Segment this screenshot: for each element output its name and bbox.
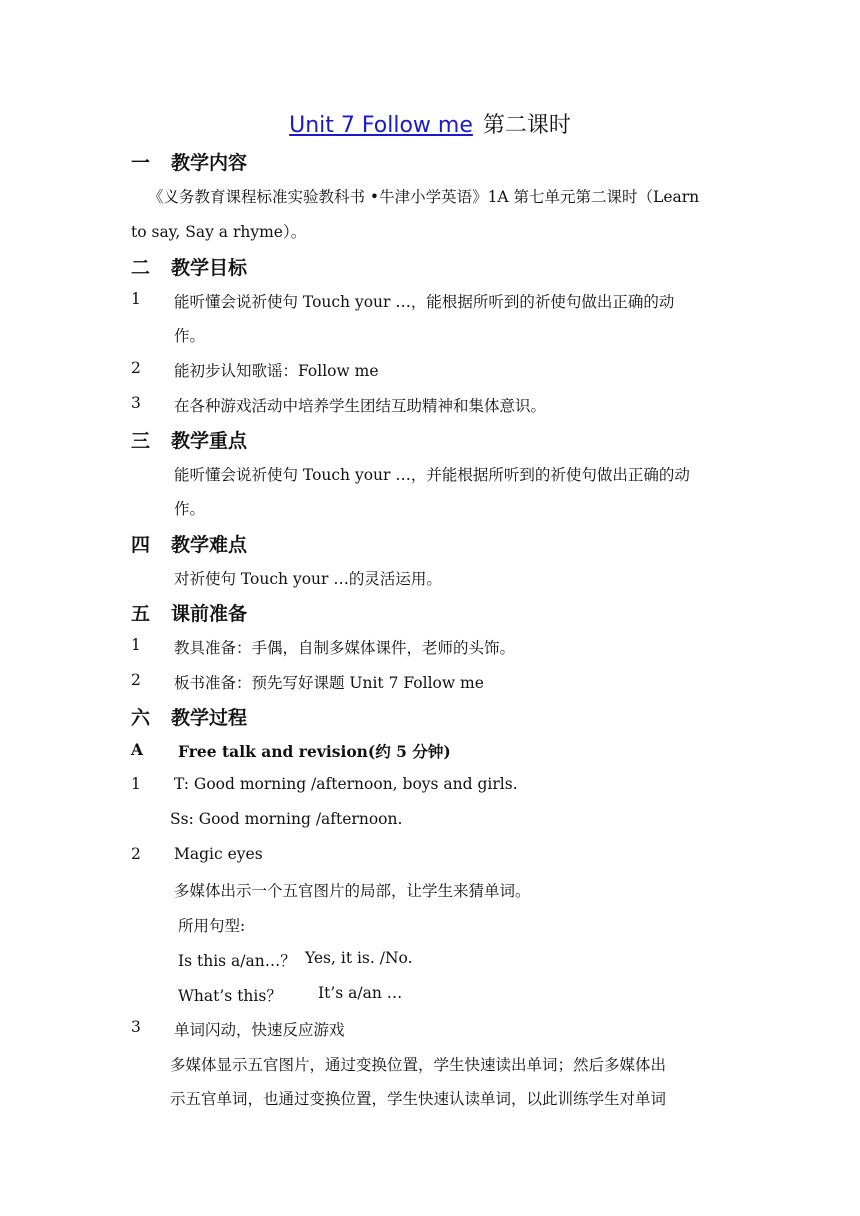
sentence-pattern-answer: Yes, it is. /No. — [305, 949, 413, 967]
section-heading-6 — [131, 703, 247, 730]
section-title: 教学难点 — [171, 534, 248, 556]
list-number: 1 — [131, 775, 141, 793]
sentence-pattern-answer: It’s a/an … — [318, 984, 403, 1002]
list-item-text: 能初步认知歌谣：Follow me — [174, 362, 379, 380]
section-number: 三 — [131, 430, 151, 452]
dialogue-line: Ss: Good morning /afternoon. — [170, 810, 403, 828]
section-heading-3 — [131, 426, 247, 453]
activity-title: 单词闪动，快速反应游戏 — [174, 1021, 345, 1039]
section-title: 教学目标 — [171, 257, 248, 279]
sentence-pattern-question: What’s this？ — [178, 987, 282, 1005]
list-number: 3 — [131, 1018, 141, 1036]
pattern-label: 所用句型: — [178, 917, 246, 935]
activity-title: Magic eyes — [174, 845, 263, 863]
subsection-label: A — [131, 740, 144, 759]
dialogue-line: T: Good morning /afternoon, boys and girls. — [174, 775, 518, 793]
section-number: 二 — [131, 257, 151, 279]
title-link[interactable]: Unit 7 Follow me — [289, 113, 473, 138]
section-title: 教学内容 — [171, 152, 248, 174]
section-title: 课前准备 — [171, 603, 248, 625]
paragraph-line: 《义务教育课程标准实验教科书 •牛津小学英语》1A 第七单元第二课时（Learn — [148, 188, 700, 206]
section-heading-4 — [131, 530, 247, 557]
list-number: 1 — [131, 290, 141, 308]
document-title — [0, 108, 860, 139]
list-number: 2 — [131, 845, 141, 863]
paragraph-line: 能听懂会说祈使句 Touch your …，并能根据所听到的祈使句做出正确的动 — [174, 466, 690, 484]
activity-description: 多媒体出示一个五官图片的局部，让学生来猜单词。 — [174, 882, 531, 900]
paragraph-line: 对祈使句 Touch your …的灵活运用。 — [174, 570, 442, 588]
list-item-text: 能听懂会说祈使句 Touch your …，能根据所听到的祈使句做出正确的动 — [174, 293, 675, 311]
section-heading-5 — [131, 599, 247, 626]
section-number: 四 — [131, 534, 151, 556]
section-number: 六 — [131, 707, 151, 729]
section-title: 教学过程 — [171, 707, 248, 729]
subsection-title: Free talk and revision(约 5 分钟) — [178, 742, 451, 761]
list-item-text: 板书准备：预先写好课题 Unit 7 Follow me — [174, 674, 484, 692]
section-heading-2 — [131, 253, 247, 280]
title-suffix: 第二课时 — [482, 113, 571, 138]
list-number: 1 — [131, 636, 141, 654]
sentence-pattern-question: Is this a/an…？ — [178, 952, 296, 970]
section-number: 五 — [131, 603, 151, 625]
paragraph-line: 示五官单词，也通过变换位置，学生快速认读单词，以此训练学生对单词 — [170, 1090, 667, 1108]
paragraph-line: 作。 — [174, 500, 206, 518]
paragraph-line: 多媒体显示五官图片，通过变换位置，学生快速读出单词；然后多媒体出 — [170, 1056, 667, 1074]
list-item-continuation: 作。 — [174, 327, 206, 345]
list-item-text: 教具准备：手偶，自制多媒体课件，老师的头饰。 — [174, 639, 516, 657]
section-number: 一 — [131, 152, 151, 174]
section-heading-1 — [131, 148, 247, 175]
paragraph-line: to say, Say a rhyme）。 — [131, 223, 307, 241]
list-number: 2 — [131, 359, 141, 377]
list-item-text: 在各种游戏活动中培养学生团结互助精神和集体意识。 — [174, 397, 547, 415]
list-number: 2 — [131, 671, 141, 689]
section-title: 教学重点 — [171, 430, 248, 452]
list-number: 3 — [131, 394, 141, 412]
